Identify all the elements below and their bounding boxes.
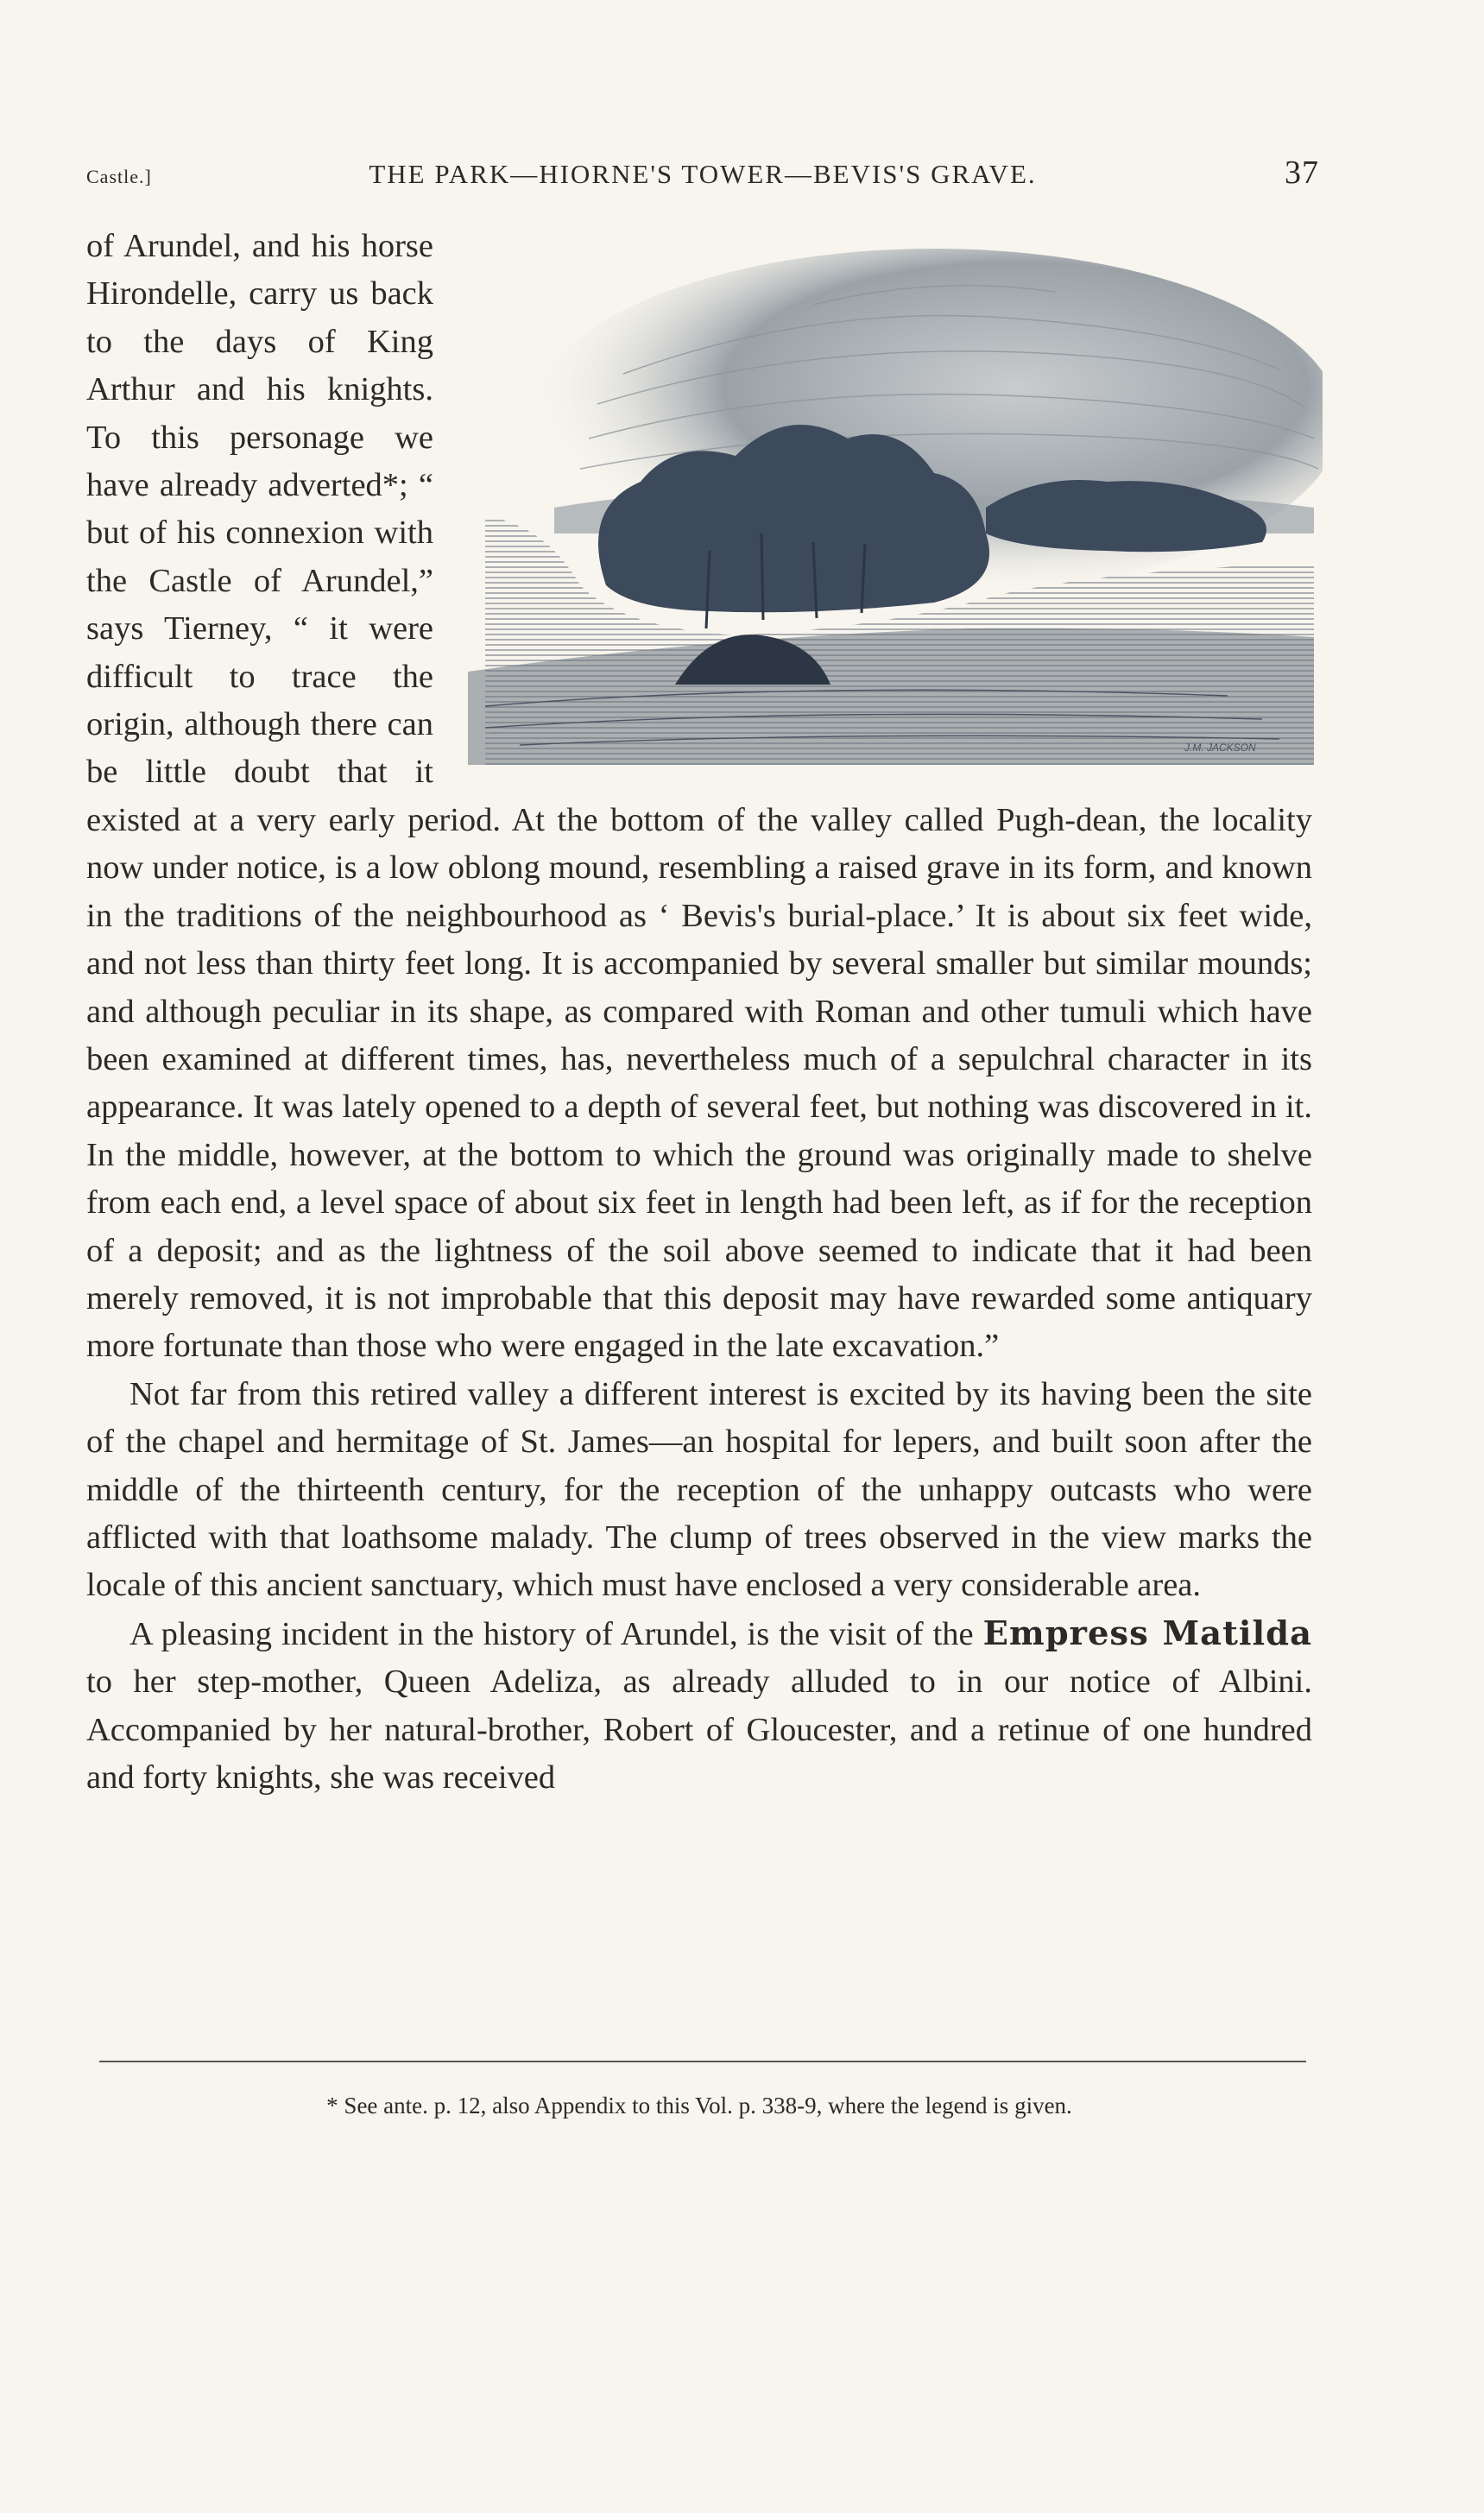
page-number: 37 [1285,155,1319,191]
engraving-illustration [451,223,1323,765]
page-header [86,155,1319,197]
bevis-grave-engraving [451,223,1323,765]
paragraph-3 [86,1610,1312,1803]
footnote-reference: * [382,467,400,504]
footnote-rule [99,2061,1306,2062]
body-text [86,223,1312,1802]
engraver-signature: J.M. JACKSON [1184,742,1256,754]
paragraph-2: Not far from this retired valley a different interest is excited by its having been the site of the chapel and hermitage of St. James—an hospital for lepers, and built soon after the middle of the thirteenth century, for the reception of the unhappy outcasts who were afflicted with that loathsome malady. The clump of trees observed in the view marks the locale of this ancient sanctuary, which must have enclosed a very considerable area. [86,1375,1312,1604]
paragraph-1-rest: ; “ but of his connexion with the Castle of Arundel,” says Tierney, “ it were difficult to trace the origin, although there can be little doubt that it existed at a very early period. At the bottom of the valley called Pugh-dean, the locality now under notice, is a low oblong mound, resembling a raised grave in its form, and known in the traditions of the neighbourhood as ‘ Bevis's burial-place.’ It is about six feet wide, and not less than thirty feet long. It is accompanied by several smaller but similar mounds; and although peculiar in its shape, as compared with Roman and other tumuli which have been examined at different times, has, nevertheless much of a sepulchral character in its appearance. It was lately opened to a depth of several feet, but nothing was discovered in it. In the middle, however, at the bottom to which the ground was originally made to shelve from each end, a level space of about six feet in length had been left, as if for the reception of a deposit; and as the lightness of the soil above seemed to indicate that it had been merely removed, it is not improbable that this deposit may have rewarded some antiquary more fortunate than those who were engaged in the late excavation.” [86,467,1312,1365]
running-title: THE PARK—HIORNE'S TOWER—BEVIS'S GRAVE. [369,159,1037,189]
paragraph-3-start: A pleasing incident in the history of Arundel, is the visit of the [129,1615,974,1652]
paragraph-3-rest: to her step-mother, Queen Adeliza, as already alluded to in our notice of Albini. Accompanied by her natural-brother, Robert of Gloucester, and a retinue of one hundred and forty knights, she was received [86,1664,1312,1796]
empress-matilda-name: Empress Matilda [982,1613,1313,1653]
section-label: Castle.] [86,166,152,187]
footnote: * See ante. p. 12, also Appendix to this Vol. p. 338-9, where the legend is given. [326,2093,1072,2118]
paragraph-1-start: of Arundel, and his horse Hirondelle, carry us back to the days of King Arthur and his knights. To this personage we have already adverted [86,228,433,504]
